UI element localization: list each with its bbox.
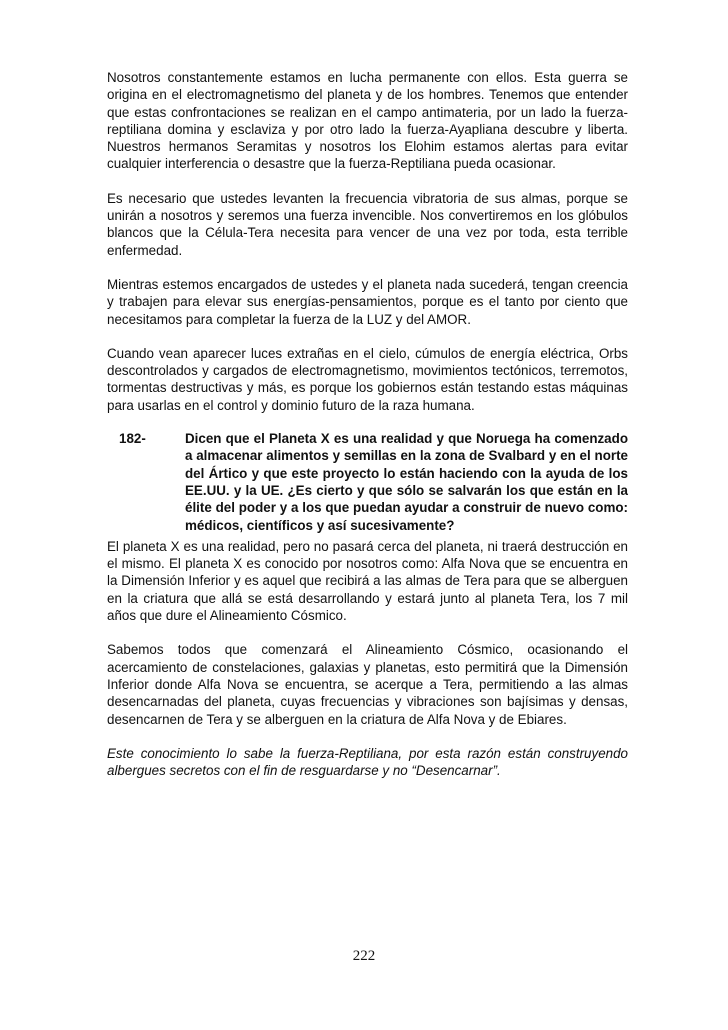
paragraph: El planeta X es una realidad, pero no pasará cerca del planeta, ni traerá destrucción en el mismo. El planeta X es conocido por nosotros como: Alfa Nova que se encuentra en la Dimensión Inferior y es aquel que recibirá a las almas de Tera para que se alberguen en la criatura que allá se está desarrollando y estará junto al planeta Tera, los 7 mil años que dure el Alineamiento Cósmico. — [107, 538, 628, 624]
paragraph: Es necesario que ustedes levanten la frecuencia vibratoria de sus almas, porque se unirán a nosotros y seremos una fuerza invencible. Nos convertiremos en los glóbulos blancos que la Célula-Tera necesita para vencer de una vez por toda, esta terrible enfermedad. — [107, 190, 628, 258]
closing-italic-paragraph: Este conocimiento lo sabe la fuerza-Reptiliana, por esta razón están construyendo albergues secretos con el fin de resguardarse y no “Desencarnar”. — [107, 745, 628, 779]
question-number: 182- — [119, 431, 146, 447]
paragraph: Sabemos todos que comenzará el Alineamiento Cósmico, ocasionando el acercamiento de constelaciones, galaxias y planetas, esto permitirá que la Dimensión Inferior donde Alfa Nova se encuentra, se acerque a Tera, permitiendo a las almas desencarnadas del planeta, cuyas frecuencias y vibraciones son bajísimas y densas, desencarnen de Tera y se alberguen en la criatura de Alfa Nova y de Ebiares. — [107, 642, 628, 727]
question-text: Dicen que el Planeta X es una realidad y que Noruega ha comenzado a almacenar alimentos y semillas en la zona de Svalbard y en el norte del Ártico y que este proyecto lo están haciendo con la ayuda de los EE.UU. y la UE. ¿Es cierto y que sólo se salvarán los que están en la élite del poder y a los que puedan ayudar a construir de nuevo como: médicos, científicos y así sucesivamente? — [185, 431, 628, 533]
paragraph: Nosotros constantemente estamos en lucha permanente con ellos. Esta guerra se origina en el electromagnetismo del planeta y de los hombres. Tenemos que entender que estas confrontaciones se realizan en el campo antimateria, por un lado la fuerza-reptiliana domina y esclaviza y por otro lado la fuerza-Ayapliana descubre y liberta. Nuestros hermanos Seramitas y nosotros los Elohim estamos alertas para evitar cualquier interferencia o desastre que la fuerza-Reptiliana pueda ocasionar. — [107, 70, 628, 172]
paragraph: Mientras estemos encargados de ustedes y el planeta nada sucederá, tengan creencia y trabajen para elevar sus energías-pensamientos, porque es el tanto por ciento que necesitamos para completar la fuerza de la LUZ y del AMOR. — [107, 276, 628, 327]
page-number: 222 — [352, 948, 376, 964]
paragraph: Cuando vean aparecer luces extrañas en el cielo, cúmulos de energía eléctrica, Orbs descontrolados y cargados de electromagnetismo, movimientos tectónicos, terremotos, tormentas destructivas y más, es porque los gobiernos están testando estas máquinas para usarlas en el control y dominio futuro de la raza humana. — [107, 345, 628, 413]
document-page — [107, 69, 628, 796]
question-block — [119, 430, 628, 534]
